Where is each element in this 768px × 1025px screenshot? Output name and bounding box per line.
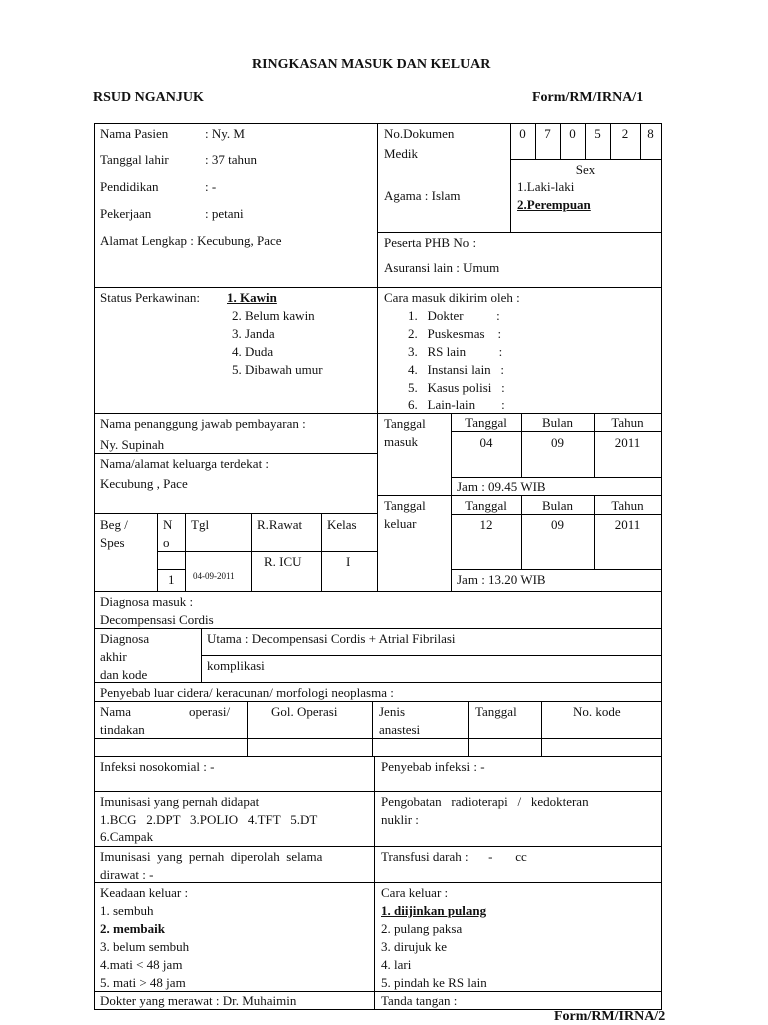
grid-line: [201, 655, 661, 656]
marital-option: 1. Kawin: [227, 290, 277, 305]
row-line: [94, 846, 661, 847]
op-name: Nama: [100, 704, 132, 719]
row-line: [94, 628, 661, 629]
doc-number-label-2: Medik: [384, 146, 418, 161]
marital-option: 2. Belum kawin: [232, 308, 315, 323]
patient-name-label: Nama Pasien: [100, 126, 169, 141]
ward-row-no: 1: [168, 572, 175, 587]
payer-label: Nama penanggung jawab pembayaran :: [100, 416, 306, 431]
infection-nosocomial: Infeksi nosokomial : -: [100, 759, 215, 774]
sex-male: 1.Laki-laki: [517, 179, 575, 194]
diagnosis-final-label: Diagnosa: [100, 631, 150, 646]
exit-condition-option: 1. sembuh: [100, 903, 154, 918]
patient-edu-value: : -: [205, 179, 217, 194]
admission-label-2: masuk: [384, 434, 418, 449]
diagnosis-entry-label: Diagnosa masuk :: [100, 594, 194, 609]
grid-line: [157, 551, 377, 552]
grid-line: [185, 513, 186, 591]
exit-condition-option: 3. belum sembuh: [100, 939, 190, 954]
discharge-day: 12: [479, 517, 493, 532]
patient-dob-label: Tanggal lahir: [100, 152, 169, 167]
frame-right: [661, 123, 662, 1009]
row-line: [94, 287, 661, 288]
referral-option: 5. Kasus polisi :: [408, 380, 505, 395]
diagnosis-main: Utama : Decompensasi Cordis + Atrial Fibrilasi: [207, 631, 456, 646]
diagnosis-external: Penyebab luar cidera/ keracunan/ morfologi neoplasma :: [100, 685, 394, 700]
exit-condition-option: 4.mati < 48 jam: [100, 957, 183, 972]
op-date: Tanggal: [475, 704, 517, 719]
immunization-label: Imunisasi yang pernah didapat: [100, 794, 260, 809]
row-line: [94, 513, 377, 514]
exit-method-option: 1. diijinkan pulang: [381, 903, 487, 918]
discharge-label-2: keluar: [384, 516, 417, 531]
family-label: Nama/alamat keluarga terdekat :: [100, 456, 270, 471]
referral-option: 6. Lain-lain :: [408, 397, 505, 412]
grid-line: [468, 701, 469, 756]
immunization-during: Imunisasi yang pernah diperolah selama: [100, 849, 323, 864]
patient-job-label: Pekerjaan: [100, 206, 152, 221]
row-line: [377, 495, 661, 496]
admission-label: Tanggal: [384, 416, 426, 431]
admission-day: 04: [479, 435, 493, 450]
immunization-list: 1.BCG 2.DPT 3.POLIO 4.TFT 5.DT: [100, 812, 318, 827]
discharge-col-month: Bulan: [541, 498, 574, 513]
diagnosis-entry-value: Decompensasi Cordis: [100, 612, 214, 627]
admission-year: 2011: [614, 435, 641, 450]
patient-edu-label: Pendidikan: [100, 179, 159, 194]
exit-condition-option: 5. mati > 48 jam: [100, 975, 186, 990]
frame-left: [94, 123, 95, 1009]
row-line: [94, 591, 661, 592]
admission-time: Jam : 09.45 WIB: [457, 479, 546, 494]
doc-digit: 2: [621, 126, 629, 141]
row-line: [94, 682, 661, 683]
signature: Tanda tangan :: [381, 993, 458, 1008]
row-line: [377, 232, 661, 233]
form-title: RINGKASAN MASUK DAN KELUAR: [252, 57, 491, 72]
grid-line: [251, 513, 252, 591]
doc-number-label: No.Dokumen: [384, 126, 455, 141]
discharge-year: 2011: [614, 517, 641, 532]
marital-option: 5. Dibawah umur: [232, 362, 323, 377]
diagnosis-final-label-3: dan kode: [100, 667, 148, 682]
grid-line: [157, 513, 158, 591]
grid-line: [372, 701, 373, 756]
form-code: Form/RM/IRNA/1: [532, 90, 644, 105]
ward-no-2: o: [163, 535, 170, 550]
discharge-time: Jam : 13.20 WIB: [457, 572, 546, 587]
admission-col-year: Tahun: [611, 415, 644, 430]
grid-line: [94, 738, 661, 739]
ward-rawat: R.Rawat: [257, 517, 303, 532]
sex-label: Sex: [575, 162, 596, 177]
op-group: Gol. Operasi: [271, 704, 338, 719]
op-name-2: tindakan: [100, 722, 145, 737]
exit-condition-option: 2. membaik: [100, 921, 165, 936]
discharge-col-day: Tanggal: [465, 498, 507, 513]
patient-name-value: : Ny. M: [205, 126, 245, 141]
row-line: [94, 756, 661, 757]
row-line: [94, 882, 661, 883]
referral-option: 1. Dokter :: [408, 308, 500, 323]
ward-row-class: I: [346, 554, 351, 569]
footer-form-code: Form/RM/IRNA/2: [554, 1009, 666, 1024]
discharge-col-year: Tahun: [611, 498, 644, 513]
referral-option: 3. RS lain :: [408, 344, 503, 359]
doc-digit: 7: [544, 126, 551, 141]
exit-method-option: 2. pulang paksa: [381, 921, 463, 936]
referral-option: 4. Instansi lain :: [408, 362, 505, 377]
discharge-label: Tanggal: [384, 498, 426, 513]
payer-value: Ny. Supinah: [100, 437, 165, 452]
ward-spes: Spes: [100, 535, 125, 550]
family-value: Kecubung , Pace: [100, 476, 188, 491]
discharge-month: 09: [551, 517, 564, 532]
diagnosis-final-label-2: akhir: [100, 649, 127, 664]
grid-line: [451, 514, 661, 515]
op-name-b: operasi/: [189, 704, 231, 719]
referral-label: Cara masuk dikirim oleh :: [384, 290, 520, 305]
row-line: [94, 701, 661, 702]
ward-row-room: R. ICU: [264, 554, 302, 569]
transfusion: Transfusi darah : - cc: [381, 849, 527, 864]
doctor: Dokter yang merawat : Dr. Muhaimin: [100, 993, 297, 1008]
ward-beg: Beg /: [100, 517, 128, 532]
doc-digit: 0: [519, 126, 526, 141]
grid-line: [451, 569, 661, 570]
doc-digits-bottom: [510, 159, 661, 160]
grid-line: [541, 701, 542, 756]
doc-digit: 8: [647, 126, 654, 141]
immunization-during-2: dirawat : -: [100, 867, 154, 882]
doc-digit: 0: [569, 126, 576, 141]
diagnosis-complication: komplikasi: [207, 658, 265, 673]
grid-line: [247, 701, 248, 756]
religion: Agama : Islam: [384, 188, 461, 203]
grid-line: [451, 431, 661, 432]
insurance-phb: Peserta PHB No :: [384, 235, 477, 250]
ward-no: N: [163, 517, 173, 532]
row-line: [94, 453, 377, 454]
row-line: [94, 791, 661, 792]
immunization-list-2: 6.Campak: [100, 829, 154, 844]
divider: [377, 123, 378, 591]
op-anest-2: anastesi: [379, 722, 421, 737]
exit-condition-label: Keadaan keluar :: [100, 885, 189, 900]
grid-line: [321, 513, 322, 591]
infection-cause: Penyebab infeksi : -: [381, 759, 485, 774]
hospital-name: RSUD NGANJUK: [93, 90, 204, 105]
op-anest: Jenis: [379, 704, 405, 719]
referral-option: 2. Puskesmas :: [408, 326, 502, 341]
sex-female: 2.Perempuan: [517, 197, 591, 212]
doc-digit: 5: [594, 126, 601, 141]
exit-method-label: Cara keluar :: [381, 885, 449, 900]
ward-tgl: Tgl: [191, 517, 210, 532]
ward-kelas: Kelas: [327, 517, 357, 532]
exit-method-option: 4. lari: [381, 957, 412, 972]
marital-label: Status Perkawinan:: [100, 290, 201, 305]
marital-option: 3. Janda: [232, 326, 275, 341]
insurance-other: Asuransi lain : Umum: [384, 260, 500, 275]
radiotherapy-2: nuklir :: [381, 812, 419, 827]
op-code: No. kode: [573, 704, 621, 719]
admission-month: 09: [551, 435, 564, 450]
patient-dob-value: : 37 tahun: [205, 152, 257, 167]
marital-option: 4. Duda: [232, 344, 274, 359]
patient-address: Alamat Lengkap : Kecubung, Pace: [100, 233, 282, 248]
admission-col-month: Bulan: [541, 415, 574, 430]
admission-col-day: Tanggal: [465, 415, 507, 430]
patient-job-value: : petani: [205, 206, 244, 221]
exit-method-option: 5. pindah ke RS lain: [381, 975, 487, 990]
grid-line: [157, 569, 185, 570]
radiotherapy: Pengobatan radioterapi / kedokteran: [381, 794, 589, 809]
ward-row-date: 04-09-2011: [193, 571, 235, 581]
exit-method-option: 3. dirujuk ke: [381, 939, 448, 954]
